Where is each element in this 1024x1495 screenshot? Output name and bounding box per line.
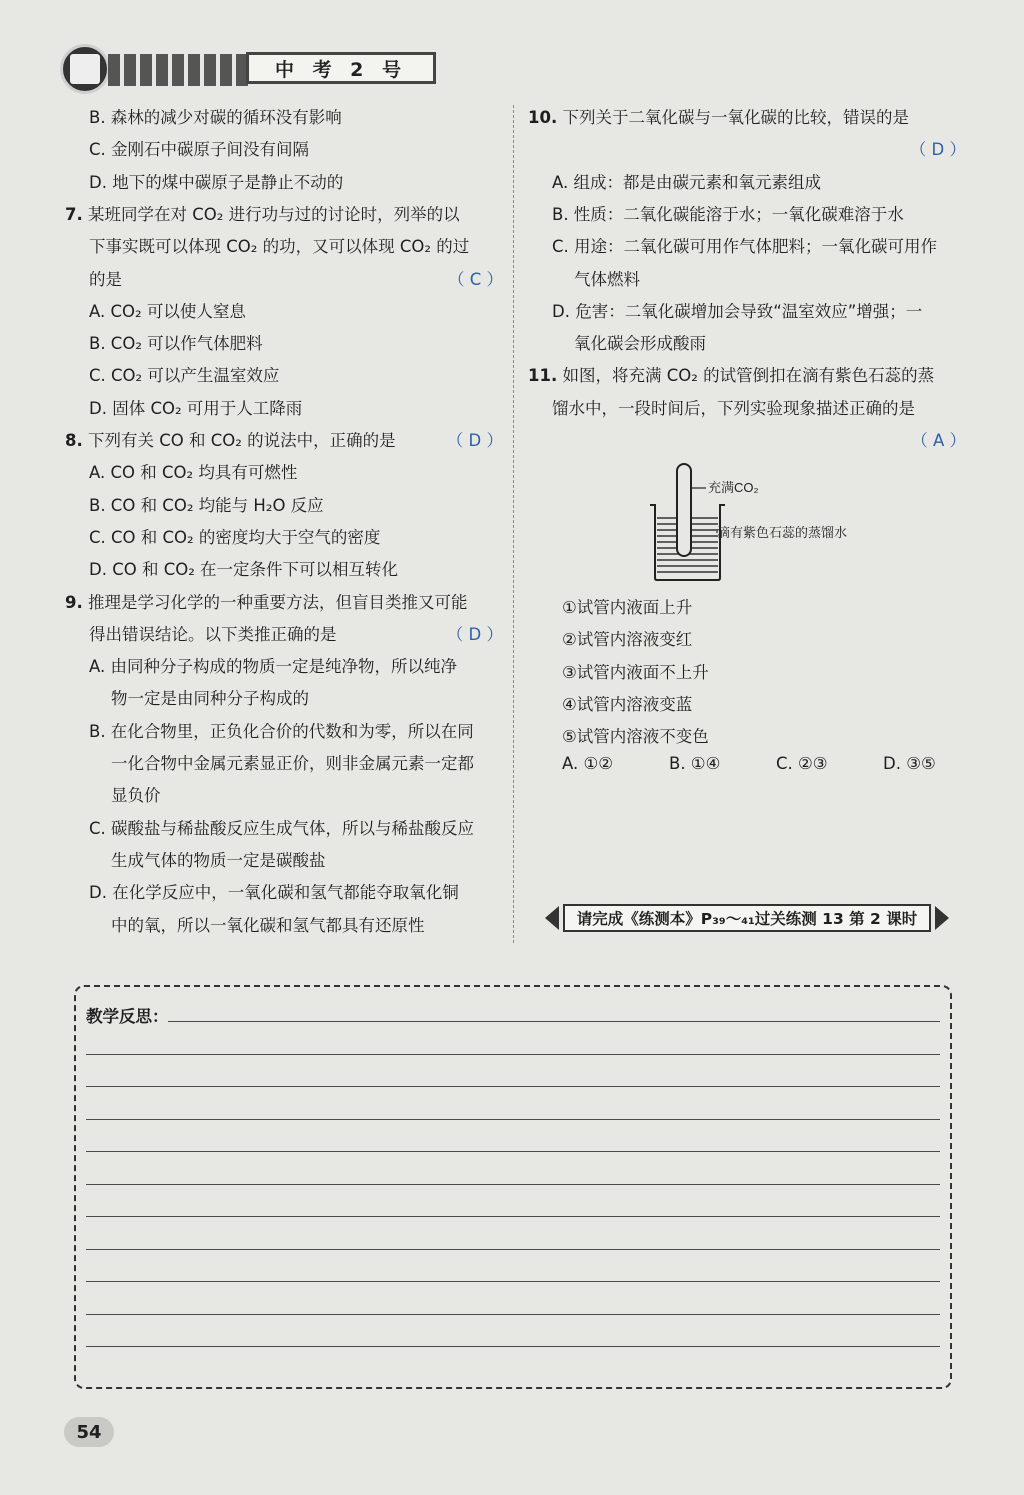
q11-statement: ①试管内液面上升: [562, 598, 693, 617]
text-line: [574, 330, 706, 354]
text-line: [89, 718, 474, 742]
line-text: 下事实既可以体现 CO₂ 的功，又可以体现 CO₂ 的过: [89, 237, 470, 257]
reflection-rule: [86, 1314, 940, 1315]
banner-text: 请完成《练测本》P₃₉～₄₁过关练测 13 第 2 课时: [563, 904, 931, 932]
q11-option: A. ①②: [562, 754, 614, 773]
teaching-reflection-box: [74, 985, 952, 1389]
reflection-rule: [86, 1249, 940, 1250]
banner-left-arrow-icon: [545, 906, 559, 930]
line-text: 馏水中，一段时间后，下列实验现象描述正确的是: [552, 398, 915, 418]
q11-statement: ③试管内液面不上升: [562, 662, 709, 682]
text-line: [89, 492, 324, 516]
line-text: 下列有关 CO 和 CO₂ 的说法中，正确的是: [88, 431, 396, 450]
question-number: 11.: [528, 366, 558, 386]
text-line: [528, 104, 909, 128]
line-text: A. CO₂ 可以使人窒息: [89, 301, 246, 321]
text-line: [89, 233, 469, 257]
reflection-rule: [168, 1021, 940, 1022]
page-header: [60, 44, 408, 94]
line-text: 某班同学在对 CO₂ 进行功与过的讨论时，列举的以: [88, 204, 460, 224]
header-title: 中 考 2 号: [246, 52, 436, 84]
line-text: B. 在化合物里，正负化合价的代数和为零，所以在同: [89, 721, 474, 741]
line-text: 推理是学习化学的一种重要方法，但盲目类推又可能: [88, 592, 468, 612]
text-line: [89, 362, 279, 386]
text-line: [89, 104, 342, 128]
text-line: [574, 266, 640, 290]
reflection-label: 教学反思：: [86, 1007, 169, 1026]
reflection-rule: [86, 1086, 940, 1087]
answer-bracket: （ D ）: [446, 431, 503, 450]
reflection-rule: [86, 1119, 940, 1120]
text-line: [111, 912, 425, 936]
question-number: 9.: [65, 592, 83, 612]
text-line: [528, 362, 934, 386]
reflection-rule: [86, 1281, 940, 1282]
answer-bracket: （ A ）: [911, 431, 966, 450]
line-text: D. 地下的煤中碳原子是静止不动的: [89, 172, 344, 192]
line-text: D. CO 和 CO₂ 在一定条件下可以相互转化: [89, 560, 399, 580]
line-text: D. 固体 CO₂ 可用于人工降雨: [89, 398, 303, 418]
line-text: 气体燃料: [574, 269, 640, 289]
banner-right-arrow-icon: [935, 906, 949, 930]
text-line: [89, 653, 457, 677]
line-text: C. 用途：二氧化碳可用作气体肥料；一氧化碳可用作: [552, 237, 938, 257]
text-line: [89, 524, 380, 548]
q11-option: C. ②③: [776, 754, 828, 773]
q11-statement: ④试管内溶液变蓝: [562, 694, 693, 714]
text-line: [552, 201, 904, 225]
text-line: [65, 427, 396, 451]
q11-option: B. ①④: [669, 754, 721, 773]
line-text: A. 由同种分子构成的物质一定是纯净物，所以纯净: [89, 657, 457, 677]
experiment-figure: [620, 460, 880, 585]
text-line: [65, 201, 460, 225]
line-text: 生成气体的物质一定是碳酸盐: [111, 850, 326, 870]
question-number: 8.: [65, 431, 83, 450]
figure-label-tube: 充满CO₂: [708, 480, 759, 495]
line-text: B. CO 和 CO₂ 均能与 H₂O 反应: [89, 495, 324, 515]
text-line: [89, 459, 297, 483]
text-line: [552, 395, 915, 419]
line-text: B. 性质：二氧化碳能溶于水；一氧化碳难溶于水: [552, 204, 904, 224]
reflection-rule: [86, 1216, 940, 1217]
line-text: 的是: [89, 269, 122, 289]
text-line: [89, 330, 263, 354]
line-text: 一化合物中金属元素显正价，则非金属元素一定都: [111, 754, 474, 773]
text-line: [111, 782, 161, 806]
line-text: 下列关于二氧化碳与一氧化碳的比较，错误的是: [562, 108, 909, 127]
answer-bracket: （ D ）: [446, 624, 503, 644]
page-number: 54: [64, 1417, 114, 1447]
reflection-rule: [86, 1346, 940, 1347]
line-text: 如图，将充满 CO₂ 的试管倒扣在滴有紫色石蕊的蒸: [562, 366, 935, 386]
column-divider: [513, 105, 514, 943]
reflection-rule: [86, 1151, 940, 1152]
reflection-rule: [86, 1054, 940, 1055]
text-line: [552, 298, 922, 322]
line-text: C. CO 和 CO₂ 的密度均大于空气的密度: [89, 527, 381, 547]
question-number: 7.: [65, 204, 83, 224]
question-number: 10.: [528, 108, 558, 127]
text-line: [89, 266, 122, 290]
line-text: D. 在化学反应中，一氧化碳和氢气都能夺取氧化铜: [89, 883, 459, 903]
reflection-rule: [86, 1184, 940, 1185]
answer-bracket: （ C ）: [447, 269, 503, 289]
line-text: A. 组成：都是由碳元素和氧元素组成: [552, 172, 821, 192]
text-line: [89, 169, 343, 193]
line-text: C. CO₂ 可以产生温室效应: [89, 366, 280, 386]
line-text: 得出错误结论。以下类推正确的是: [89, 624, 337, 644]
answer-bracket: （ D ）: [909, 140, 966, 160]
text-line: [111, 847, 326, 871]
text-line: [89, 298, 246, 322]
text-line: [89, 815, 474, 839]
text-line: [89, 879, 459, 903]
line-text: 物一定是由同种分子构成的: [111, 689, 309, 709]
text-line: [111, 685, 309, 709]
text-line: [552, 233, 937, 257]
line-text: B. CO₂ 可以作气体肥料: [89, 334, 263, 354]
text-line: [65, 589, 468, 613]
text-line: [89, 395, 302, 419]
line-text: 中的氧，所以一氧化碳和氢气都具有还原性: [111, 915, 425, 935]
line-text: C. 金刚石中碳原子间没有间隔: [89, 140, 310, 160]
line-text: 显负价: [111, 786, 161, 806]
q11-statement: ②试管内溶液变红: [562, 630, 693, 650]
q11-statement: ⑤试管内溶液不变色: [562, 727, 709, 747]
publisher-logo: [60, 44, 110, 94]
line-text: 氧化碳会形成酸雨: [574, 334, 706, 354]
text-line: [89, 621, 337, 645]
text-line: [552, 169, 821, 193]
practice-banner: [545, 902, 949, 934]
text-line: [89, 556, 398, 580]
text-line: [89, 136, 309, 160]
line-text: D. 危害：二氧化碳增加会导致“温室效应”增强；一: [552, 301, 923, 321]
line-text: C. 碳酸盐与稀盐酸反应生成气体，所以与稀盐酸反应: [89, 818, 475, 838]
text-line: [111, 750, 474, 774]
header-stripes: [108, 54, 248, 86]
q11-option: D. ③⑤: [883, 754, 936, 773]
line-text: B. 森林的减少对碳的循环没有影响: [89, 108, 342, 127]
figure-label-water: 滴有紫色石蕊的蒸馏水: [717, 525, 848, 540]
line-text: A. CO 和 CO₂ 均具有可燃性: [89, 463, 298, 483]
